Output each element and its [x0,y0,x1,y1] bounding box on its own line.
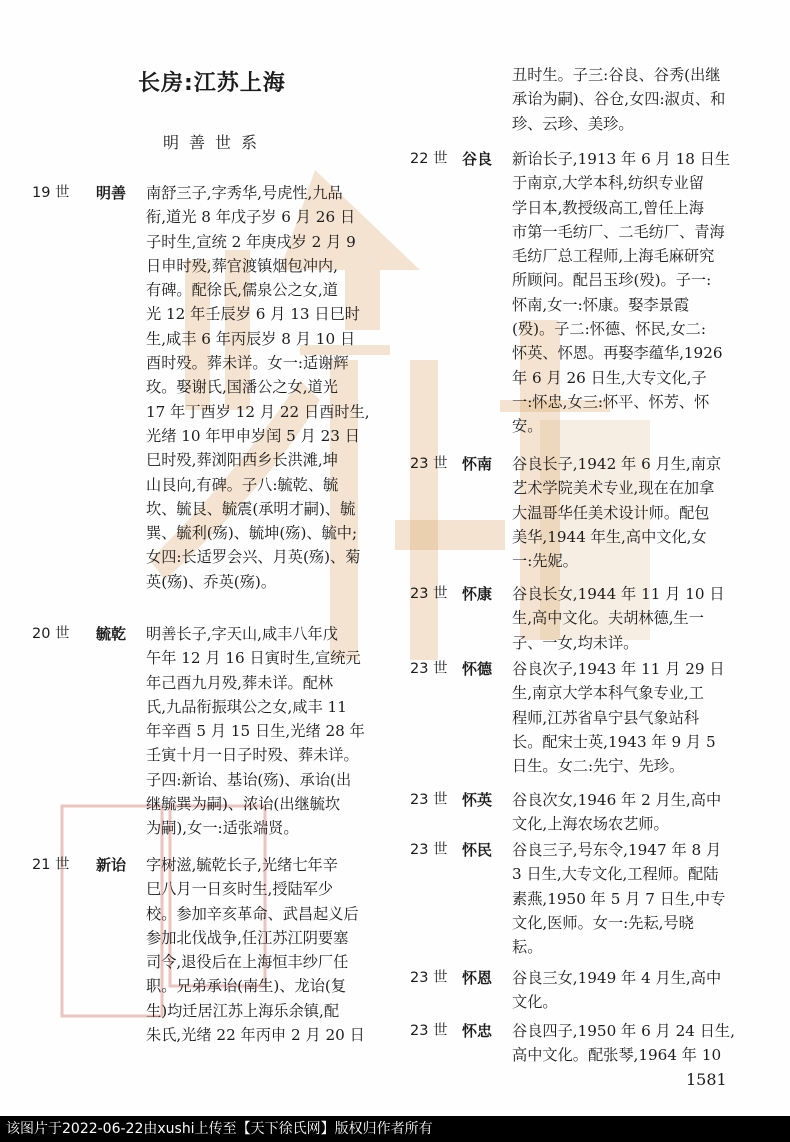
person-name: 怀忠 [462,1022,493,1040]
person-name: 怀民 [462,841,493,859]
generation-label: 23 世 [410,456,448,472]
person-name: 谷良 [462,150,493,168]
generation-label: 23 世 [410,792,448,808]
entry-text: 谷良次子,1943 年 11 月 29 日 生,南京大学本科气象专业,工 程师,江苏省阜宁县气象站科 长。配宋士英,1943 年 9 月 5 日生。女二:先宁、先珍。 [512,660,725,776]
entry-text: 丑时生。子三:谷良、谷秀(出继 承诒为嗣)、谷仓,女四:淑贞、和 珍、云珍、美珍。 [512,66,726,133]
entry-text: 字树滋,毓乾长子,光绪七年辛 巳八月一日亥时生,授陆军少 校。参加辛亥革命、武昌起义后 参加北伐战争,任江苏江阴要塞 司令,退役后在上海恒丰纱厂任 职。兄弟承诒(南生)、龙诒(复 生)均迁居江苏上海乐余镇,配 朱氏,光绪 22 年丙申 2 月 20 日 [146,856,365,1045]
entry-text: 谷良长女,1944 年 11 月 10 日 生,高中文化。夫胡林德,生一 子、一女,均未详。 [512,585,725,652]
entry-text: 谷良次女,1946 年 2 月生,高中 文化,上海农场农艺师。 [512,791,722,834]
entry-text: 谷良长子,1942 年 6 月生,南京 艺术学院美术专业,现在在加拿 大温哥华任美术设计师。配包 美华,1944 年生,高中文化,女 一:先妮。 [512,455,722,571]
generation-label: 23 世 [410,661,448,677]
person-name: 怀南 [462,455,493,473]
page-title: 长房:江苏上海 [138,71,286,96]
generation-label: 23 世 [410,586,448,602]
entry-text: 谷良三子,号东令,1947 年 8 月 3 日生,大专文化,工程师。配陆 素燕,1950 年 5 月 7 日生,中专 文化,医师。女一:先耘,号晓 耘。 [512,841,726,957]
section-subtitle: 明善世系 [163,133,268,152]
copyright-footer: 该图片于2022-06-22由xushi上传至【天下徐氏网】版权归作者所有 [0,1116,790,1142]
page-number: 1581 [686,1070,727,1089]
generation-label: 23 世 [410,970,448,986]
generation-label: 21 世 [32,857,70,873]
generation-label: 23 世 [410,842,448,858]
person-name: 毓乾 [96,625,127,643]
person-name: 新诒 [96,856,127,874]
person-name: 怀恩 [462,969,493,987]
person-name: 怀英 [462,791,493,809]
generation-label: 20 世 [32,626,70,642]
entry-text: 新诒长子,1913 年 6 月 18 日生 于南京,大学本科,纺织专业留 学日本,教授级高工,曾任上海 市第一毛纺厂、二毛纺厂、青海 毛纺厂总工程师,上海毛麻研究 所顾问。配吕玉珍(殁)。子一: 怀南,女一:怀康。娶李景霞 (殁)。子二:怀德、怀民,女二: 怀英、怀恩。再娶李蕴华,1926 年 6 月 26 日生,大专文化,子 一:怀忠,女三:怀平、怀芳、怀 安。 [512,150,731,436]
person-name: 怀康 [462,585,493,603]
entry-text: 南舒三子,字秀华,号虎性,九品 衔,道光 8 年戊子岁 6 月 26 日 子时生,宣统 2 年庚戌岁 2 月 9 日申时殁,葬官渡镇烟包冲内, 有碑。配徐氏,儒泉公之女,道 光 12 年壬辰岁 6 月 13 日巳时 生,咸丰 6 年丙辰岁 8 月 10 日 酉时殁。葬未详。女一:适谢辉 玫。娶谢氏,国潘公之女,道光 17 年丁酉岁 12 月 22 日酉时生, 光绪 10 年甲申岁闰 5 月 23 日 巳时殁,葬浏阳西乡长洪滩,坤 山艮向,有碑。子八:毓乾、毓 坎、毓艮、毓震(承明才嗣)、毓 巽、毓利(殇)、毓坤(殇)、毓中; 女四:长适罗会兴、月英(殇)、菊 英(殇)、乔英(殇)。 [146,184,370,591]
generation-label: 22 世 [410,151,448,167]
generation-label: 23 世 [410,1023,448,1039]
generation-label: 19 世 [32,185,70,201]
entry-text: 谷良三女,1949 年 4 月生,高中 文化。 [512,969,722,1012]
entry-text: 谷良四子,1950 年 6 月 24 日生, 高中文化。配张琴,1964 年 10 [512,1022,735,1065]
person-name: 怀德 [462,660,493,678]
entry-text: 明善长子,字天山,咸丰八年戊 午年 12 月 16 日寅时生,宣统元 年己酉九月殁,葬未详。配林 氏,九品衔振琪公之女,咸丰 11 年辛酉 5 月 15 日生,光绪 28 年 壬寅十月一日子时殁、葬未详。 子四:新诒、基诒(殇)、承诒(出 继毓巽为嗣)、浓诒(出继毓坎 为嗣),女一:适张端贤。 [146,625,365,838]
person-name: 明善 [96,184,127,202]
